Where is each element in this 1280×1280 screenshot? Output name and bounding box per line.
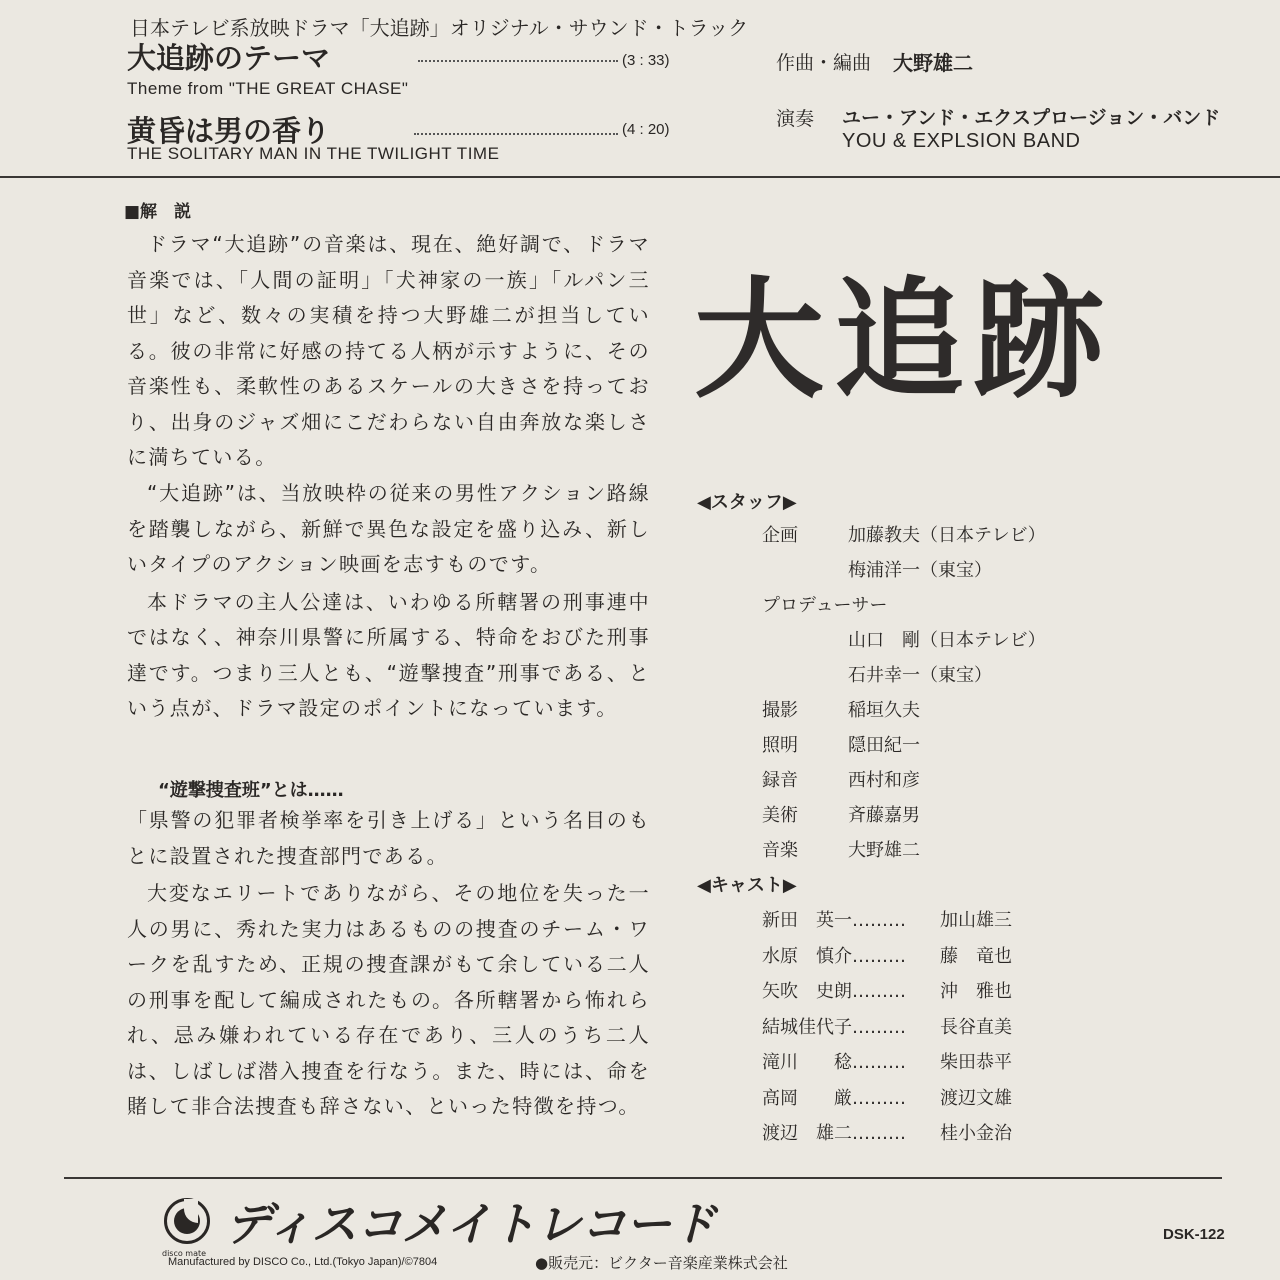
cast-actor: 柴田恭平	[940, 1052, 1012, 1073]
sub-text: 「県警の犯罪者検挙率を引き上げる」という名目のもとに設置された捜査部門である。	[127, 808, 650, 868]
distributor-line: ●販売元：ビクター音楽産業株式会社	[535, 1254, 788, 1272]
staff-name: 石井幸一（東宝）	[848, 665, 992, 686]
staff-role: 音楽	[762, 840, 798, 861]
staff-role: 録音	[762, 770, 798, 791]
cast-character: 結城佳代子………	[762, 1016, 906, 1038]
commentary-paragraph-2	[127, 476, 650, 727]
cast-character: 水原 慎介………	[762, 945, 906, 967]
cast-actor: 渡辺文雄	[940, 1087, 1012, 1109]
staff-name: 大野雄二	[848, 840, 920, 861]
commentary-text: ドラマ“大追跡”の音楽は、現在、絶好調で、ドラマ音楽では、「人間の証明」「犬神家の一族」「ルパン三世」など、数々の実積を持つ大野雄二が担当している。彼の非常に好感の持てる人柄が示すように、その音楽性も、柔軟性のあるスケールの大きさを持っており、出身のジャズ畑にこだわらない自由奔放な楽しさに満ちている。	[127, 232, 650, 469]
cast-character: 新田 英一………	[762, 910, 906, 931]
cast-label: ◀キャスト▶	[697, 875, 797, 896]
track-1-duration: (3 : 33)	[622, 52, 670, 69]
series-caption: 日本テレビ系放映ドラマ「大追跡」オリジナル・サウンド・トラック	[130, 16, 749, 40]
sub-heading: “遊撃捜査班”とは……	[158, 780, 344, 801]
cast-character: 渡辺 雄二………	[762, 1123, 906, 1144]
footer-rule	[64, 1177, 1222, 1179]
performer-name-en: YOU & EXPLSION BAND	[842, 130, 1081, 152]
record-label-name: ディスコメイトレコード	[225, 1197, 716, 1251]
staff-role: プロデューサー	[762, 595, 888, 616]
staff-name: 稲垣久夫	[848, 700, 920, 721]
track-2-title: 黄昏は男の香り	[127, 114, 331, 148]
cast-actor: 加山雄三	[940, 910, 1012, 931]
sub-text: 大変なエリートでありながら、その地位を失った一人の男に、秀れた実力はあるものの捜査のチーム・ワークを乱すため、正規の捜査課がもて余している二人の刑事を配して編成されたもの。各所轄署から怖れられ、忌み嫌われている存在であり、三人のうち二人は、しばしば潜入捜査を行なう。また、時には、命を賭して非合法捜査も辞さない、といった特徴を持つ。	[127, 881, 650, 1118]
logo-caption: disco mate	[162, 1249, 207, 1258]
cast-character: 高岡 厳………	[762, 1087, 906, 1109]
track-1-leader	[418, 60, 618, 62]
composer-label: 作曲・編曲	[776, 52, 872, 74]
track-2-title-en: THE SOLITARY MAN IN THE TWILIGHT TIME	[127, 144, 500, 163]
staff-name: 斉藤嘉男	[848, 805, 920, 826]
catalog-number: DSK-122	[1163, 1226, 1225, 1243]
staff-role: 撮影	[762, 700, 798, 721]
staff-role: 美術	[762, 805, 798, 826]
composer-name: 大野雄二	[893, 51, 973, 75]
header-rule	[0, 176, 1280, 178]
commentary-heading: ■解 説	[124, 202, 192, 222]
manufacturer-line: Manufactured by DISCO Co., Ltd.(Tokyo Japan)/©7804	[168, 1256, 438, 1268]
commentary-text: 本ドラマの主人公達は、いわゆる所轄署の刑事連中ではなく、神奈川県警に所属する、特命をおびた刑事達です。つまり三人とも、“遊撃捜査”刑事である、という点が、ドラマ設定のポイントになっています。	[127, 589, 650, 720]
staff-name: 加藤教夫（日本テレビ）	[848, 525, 1046, 546]
staff-role: 照明	[762, 735, 798, 756]
performer-name-ja: ユー・アンド・エクスプロージョン・バンド	[842, 107, 1221, 129]
staff-name: 西村和彦	[848, 770, 920, 791]
staff-name: 梅浦洋一（東宝）	[848, 560, 992, 581]
performer-label: 演奏	[776, 108, 815, 130]
big-title: 大追跡	[694, 264, 1115, 416]
commentary-text: “大追跡”は、当放映枠の従来の男性アクション路線を踏襲しながら、新鮮で異色な設定を盛り込み、新しいタイプのアクション映画を志すものです。	[127, 481, 650, 576]
staff-role: 企画	[762, 525, 798, 546]
staff-name: 隠田紀一	[848, 735, 920, 756]
commentary-paragraph-1	[127, 227, 650, 476]
disco-mate-logo-icon	[164, 1198, 210, 1244]
sub-paragraphs	[127, 803, 650, 1125]
cast-character: 滝川 稔………	[762, 1052, 906, 1073]
cast-actor: 藤 竜也	[940, 945, 1012, 967]
cast-actor: 桂小金治	[940, 1123, 1012, 1144]
track-1-title: 大追跡のテーマ	[127, 41, 331, 75]
cast-actor: 長谷直美	[940, 1016, 1012, 1038]
track-1-title-en: Theme from "THE GREAT CHASE"	[127, 79, 409, 98]
track-2-leader	[414, 133, 618, 135]
staff-label: ◀スタッフ▶	[697, 492, 797, 513]
track-2-duration: (4 : 20)	[622, 121, 670, 138]
cast-character: 矢吹 史朗………	[762, 981, 906, 1002]
cast-actor: 沖 雅也	[940, 981, 1012, 1002]
staff-name: 山口 剛（日本テレビ）	[848, 630, 1046, 651]
